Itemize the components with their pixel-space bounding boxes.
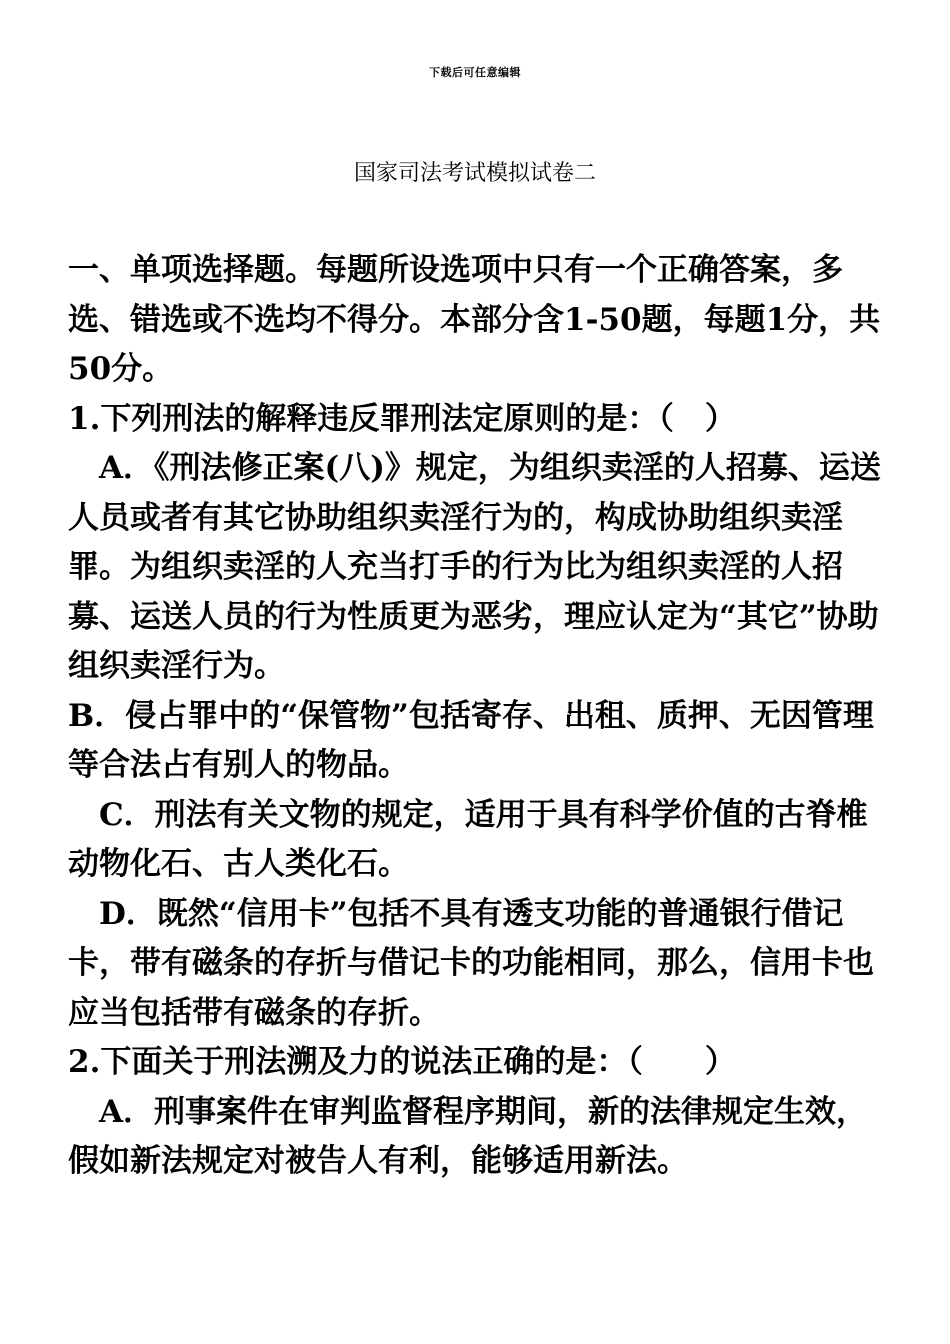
document-body: [68, 246, 898, 1187]
section-instruction: 一、单项选择题。每题所设选项中只有一个正确答案，多选、错选或不选均不得分。本部分含1-50题，每题1分，共50分。: [68, 252, 881, 387]
question-2-stem: 2.下面关于刑法溯及力的说法正确的是：（ ）: [68, 1044, 736, 1080]
question-1-option-a: A．《刑法修正案(八)》规定，为组织卖淫的人招募、运送人员或者有其它协助组织卖淫行为的，构成协助组织卖淫罪。为组织卖淫的人充当打手的行为比为组织卖淫的人招募、运送人员的行为性质更为恶劣，理应认定为“其它”协助组织卖淫行为。: [68, 450, 881, 684]
question-1-option-d: D．既然“信用卡”包括不具有透支功能的普通银行借记卡，带有磁条的存折与借记卡的功能相同，那么，信用卡也应当包括带有磁条的存折。: [68, 895, 874, 1031]
question-1-option-b-text: B．侵占罪中的“保管物”包括寄存、出租、质押、无因管理等合法占有别人的物品。: [68, 697, 874, 783]
question-1-option-c: C．刑法有关文物的规定，适用于具有科学价值的古脊椎动物化石、古人类化石。: [68, 796, 868, 882]
header-note: 下载后可任意编辑: [429, 66, 521, 79]
question-1-stem: 1.下列刑法的解释违反罪刑法定原则的是：（ ）: [68, 400, 736, 437]
question-2-option-a: A．刑事案件在审判监督程序期间，新的法律规定生效，假如新法规定对被告人有利，能够适用新法。: [68, 1093, 868, 1179]
question-1-option-b: [68, 692, 898, 791]
document-title: 国家司法考试模拟试卷二: [353, 161, 596, 186]
